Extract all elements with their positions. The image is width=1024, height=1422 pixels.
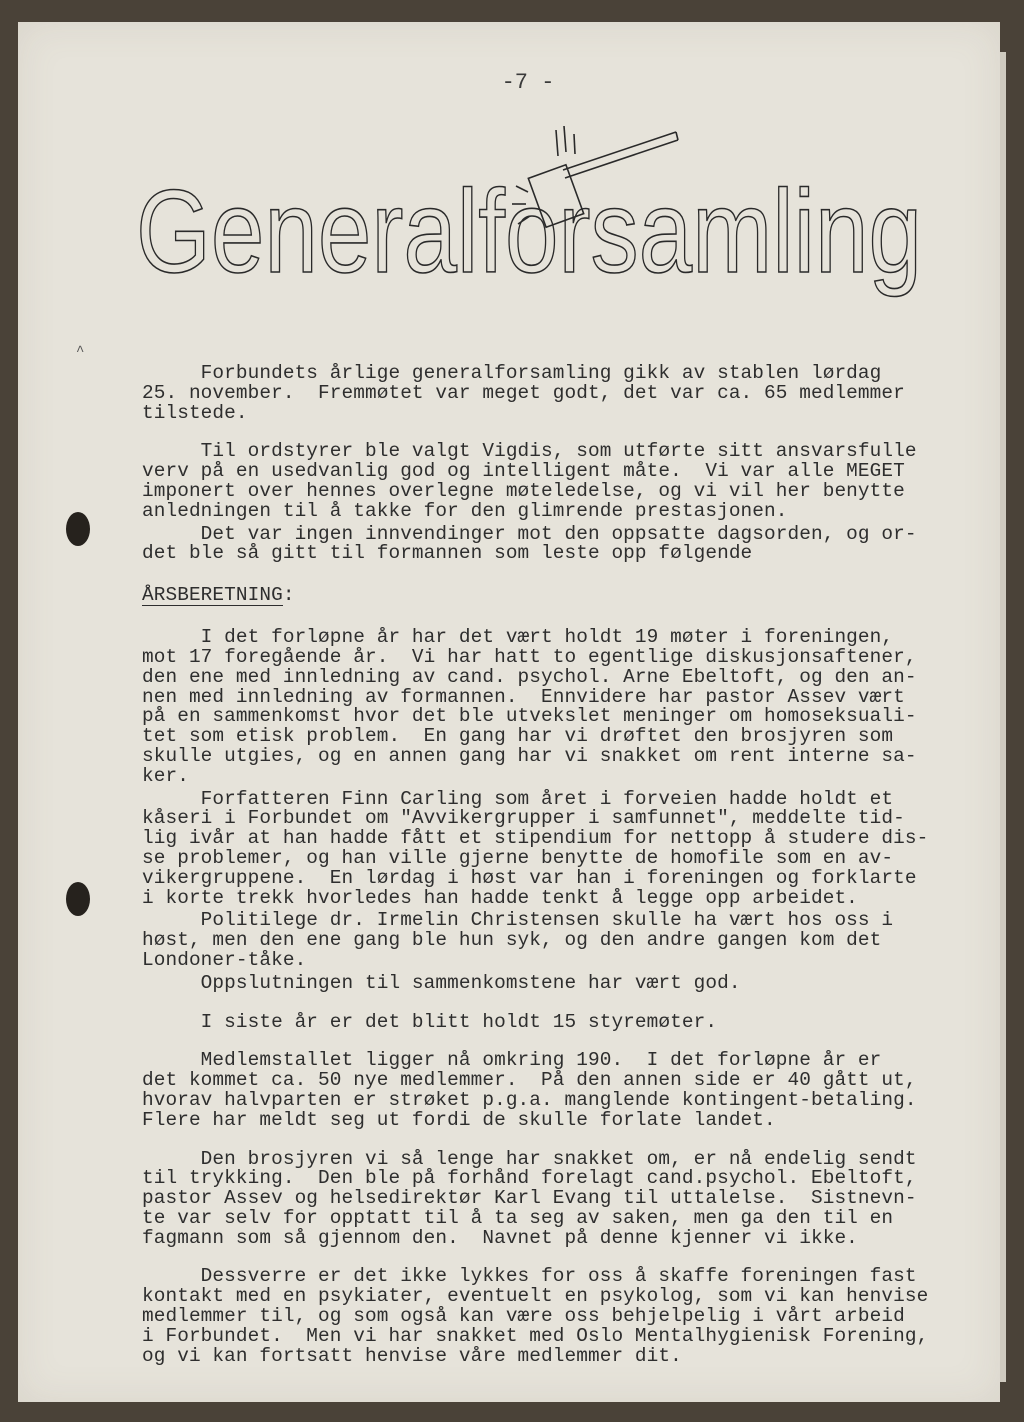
text-line: kontakt med en psykiater, eventuelt en psykolog, som vi kan henvise (142, 1285, 929, 1308)
paragraph (142, 364, 942, 423)
text-line: pastor Assev og helsedirektør Karl Evang til uttalelse. Sistnevn- (142, 1187, 917, 1210)
text-line: og vi kan fortsatt henvise våre medlemmer dit. (142, 1344, 682, 1367)
text-line: 25. november. Fremmøtet var meget godt, det var ca. 65 medlemmer (142, 381, 905, 404)
text-line: Til ordstyrer ble valgt Vigdis, som utførte sitt ansvarsfulle (142, 440, 917, 463)
title-lettering (128, 112, 928, 302)
paragraph (142, 522, 942, 565)
text-line: verv på en usedvanlig god og intelligent måte. Vi var alle MEGET (142, 460, 905, 483)
paragraph (142, 1147, 942, 1249)
text-line: lig ivår at han hadde fått et stipendium for nettopp å studere dis- (142, 827, 929, 850)
document-page (18, 22, 1000, 1402)
text-line: imponert over hennes overlegne møteledelse, og vi vil her benytte (142, 479, 905, 502)
text-line: i korte trekk hvorledes han hadde tenkt å legge opp arbeidet. (142, 886, 858, 909)
text-line: Oppslutningen til sammenkomstene har vært god. (142, 971, 741, 994)
paragraph (142, 442, 942, 521)
text-line: hvorav halvparten er strøket p.g.a. manglende kontingent-betaling. (142, 1088, 917, 1111)
text-line: kåseri i Forbundet om "Avvikergrupper i samfunnet", meddelte tid- (142, 807, 905, 830)
text-line: det kommet ca. 50 nye medlemmer. På den annen side er 40 gått ut, (142, 1069, 917, 1092)
text-line: Det var ingen innvendinger mot den oppsatte dagsorden, og or- (142, 522, 917, 545)
punch-hole-bottom (66, 882, 90, 916)
text-line: Forbundets årlige generalforsamling gikk av stablen lørdag (142, 362, 882, 384)
punch-hole-top (66, 512, 90, 546)
document-body (142, 364, 942, 1366)
paragraph (142, 1010, 942, 1033)
text-line: høst, men den ene gang ble hun syk, og den andre gangen kom det (142, 929, 882, 952)
text-line: Londoner-tåke. (142, 948, 307, 971)
paragraph (142, 971, 942, 994)
text-line: Dessverre er det ikke lykkes for oss å skaffe foreningen fast (142, 1265, 917, 1288)
text-line: I siste år er det blitt holdt 15 styremøter. (142, 1010, 718, 1033)
text-line: i Forbundet. Men vi har snakket med Oslo Mentalhygienisk Forening, (142, 1324, 929, 1347)
text-line: tet som etisk problem. En gang har vi drøftet den brosjyren som (142, 725, 894, 748)
text-line: se problemer, og han ville gjerne benytte de homofile som en av- (142, 846, 894, 869)
text-line: den ene med innledning av cand. psychol. Arne Ebeltoft, og den an- (142, 665, 917, 688)
text-line: vikergruppene. En lørdag i høst var han i foreningen og forklarte (142, 866, 917, 889)
text-line: tilstede. (142, 401, 248, 424)
text-line: medlemmer til, og som også kan være oss behjelpelig i vårt arbeid (142, 1305, 905, 1328)
paragraph (142, 911, 942, 970)
text-line: nen med innledning av formannen. Ennvidere har pastor Assev vært (142, 685, 905, 708)
paragraph (142, 787, 942, 909)
page-number: -7 - (501, 70, 555, 95)
text-line: Forfatteren Finn Carling som året i forveien hadde holdt et (142, 787, 894, 810)
text-line: det ble så gitt til formannen som leste opp følgende (142, 542, 753, 565)
intro-section (142, 364, 942, 564)
text-line: anledningen til å takke for den glimrende prestasjonen. (142, 499, 788, 522)
text-line: ker. (142, 764, 189, 787)
text-line: Den brosjyren vi så lenge har snakket om, er nå endelig sendt (142, 1147, 917, 1170)
text-line: te var selv for opptatt til å ta seg av saken, men ga den til en (142, 1206, 894, 1229)
paragraph (142, 628, 942, 786)
report-section (142, 628, 942, 1366)
text-line: Flere har meldt seg ut fordi de skulle forlate landet. (142, 1108, 776, 1131)
text-line: skulle utgies, og en annen gang har vi snakket om rent interne sa- (142, 744, 917, 767)
text-line: I det forløpne år har det vært holdt 19 møter i foreningen, (142, 626, 894, 649)
margin-mark: ^ (76, 344, 85, 360)
paragraph (142, 1267, 942, 1366)
text-line: Politilege dr. Irmelin Christensen skulle ha vært hos oss i (142, 909, 894, 932)
paragraph (142, 1051, 942, 1130)
text-line: mot 17 foregående år. Vi har hatt to egentlige diskusjonsaftener, (142, 645, 917, 668)
page-edge (1000, 52, 1006, 1382)
text-line: fagmann som så gjennom den. Navnet på denne kjenner vi ikke. (142, 1226, 858, 1249)
text-line: Medlemstallet ligger nå omkring 190. I det forløpne år er (142, 1049, 882, 1072)
section-heading: ÅRSBERETNING: (142, 584, 295, 607)
text-line: til trykking. Den ble på forhånd forelagt cand.psychol. Ebeltoft, (142, 1167, 917, 1190)
text-line: på en sammenkomst hvor det ble utvekslet meninger om homoseksuali- (142, 705, 917, 728)
page-title: Generalforsamling (136, 166, 922, 298)
